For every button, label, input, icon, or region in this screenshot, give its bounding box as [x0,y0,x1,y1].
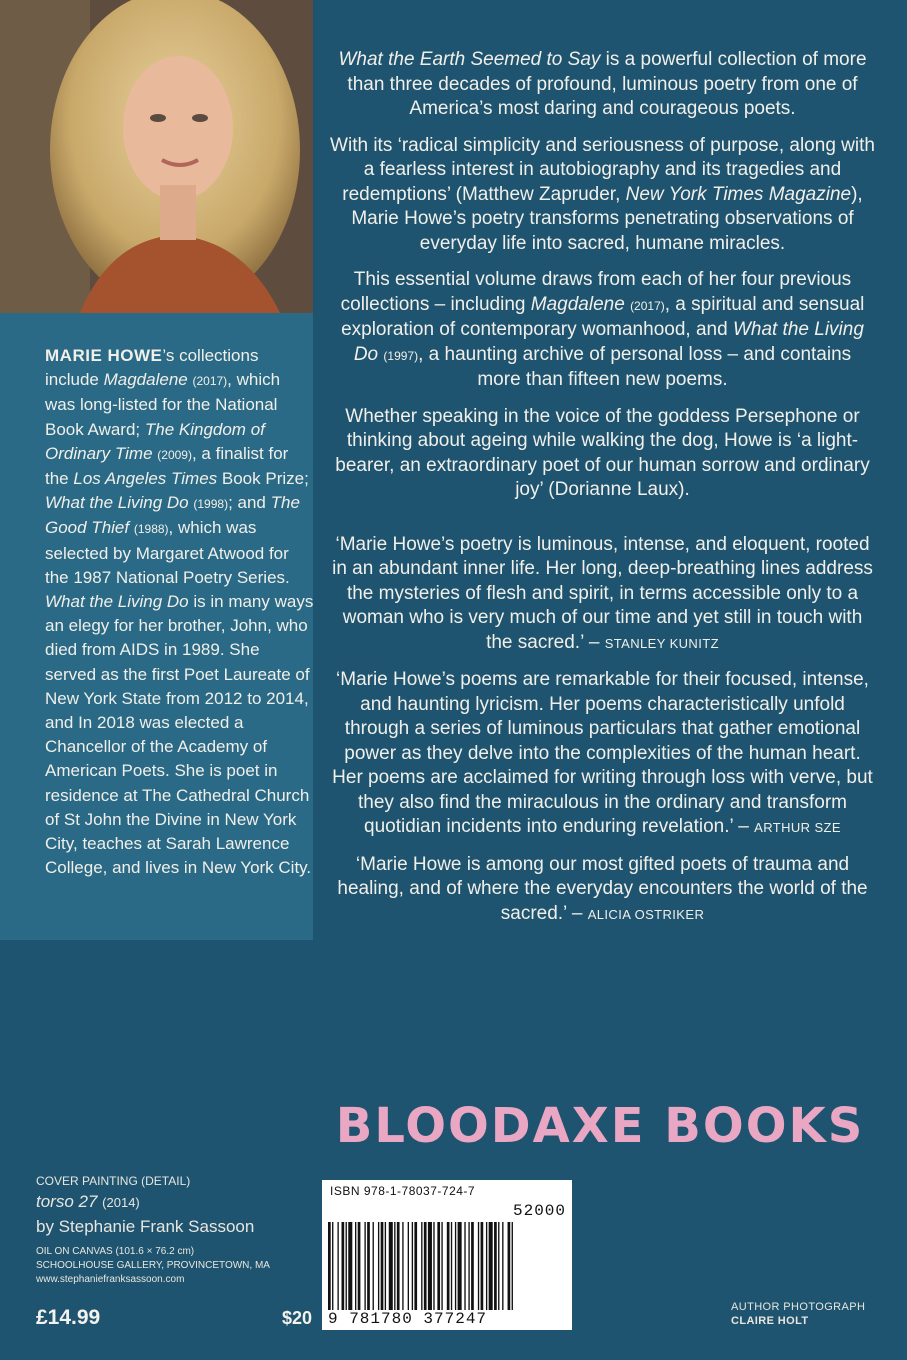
book-title: What the Living Do [353,319,864,365]
barcode-bar [389,1222,393,1310]
barcode-bar [502,1222,503,1310]
bio-year: (2009) [157,447,192,462]
barcode-bar [332,1222,333,1310]
barcode-bar [489,1222,493,1310]
review-quote [330,533,875,657]
barcode-bar [412,1222,413,1310]
bio-year: (2017) [192,374,228,389]
quote-text: ‘Marie Howe’s poems are remarkable for their focused, intense, and haunting lyricism. Her poems characteristically unfold through a series of luminous particulars that gather emotional power as they delve into the complexities of the human heart. Her poems are acclaimed for writing through loss with verve, but they also find the miraculous in the ordinary and transform quotidian incidents into enduring revelation.’ – [332,669,873,837]
barcode-bar [373,1222,374,1310]
blurb-paragraph: Whether speaking in the voice of the goddess Persephone or thinking about ageing while walking the dog, Howe is ‘a light-bearer, an extraordinary poet of our human sorrow and ordinary joy’ (Dorianne Laux). [335,405,870,500]
barcode-bar [385,1222,386,1310]
bio-year: (1998) [193,497,229,512]
cover-credit [36,1172,326,1287]
quote-text: ‘Marie Howe’s poetry is luminous, intense, and eloquent, rooted in an abundant inner life. Her long, deep-breathing lines address the mysteries of flesh and spirit, in terms accessible only to a woman who is very much of our time and yet still in touch with the sacred.’ – [332,533,873,653]
book-year: (2017) [630,298,665,313]
barcode-bar [408,1222,409,1310]
barcode-bar [481,1222,484,1310]
author-portrait-image [0,0,313,313]
bio-author-name: MARIE HOWE [45,346,163,365]
barcode-bar [364,1222,365,1310]
bio-text: ’s collections include [45,346,259,390]
book-year: (1997) [383,348,419,363]
bio-text: , a finalist for the [45,443,289,489]
photo-credit [731,1300,865,1328]
bio-book-title: The Kingdom of Ordinary Time [45,419,265,463]
barcode-bar [433,1222,434,1310]
author-bio [45,344,315,880]
bio-book-title: What the Living Do [45,493,189,513]
barcode-bar [494,1222,497,1310]
barcode-bar [478,1222,479,1310]
isbn-barcode [322,1180,572,1330]
barcode-bar [378,1222,379,1310]
barcode-bar [346,1222,347,1310]
barcode-bar [486,1222,487,1310]
bio-text: , which was selected by Margaret Atwood for the 1987 National Poetry Series. [45,518,290,587]
bio-year: (1988) [133,522,169,537]
book-title: Magdalene [530,293,625,315]
barcode-bar [402,1222,403,1310]
barcode-bar [508,1222,511,1310]
bio-book-title: The Good Thief [45,493,300,538]
barcode-bar [397,1222,400,1310]
quote-author: ARTHUR SZE [754,820,841,835]
quote-author: ALICIA OSTRIKER [587,906,705,922]
blurb-text: , a haunting archive of personal loss – and contains more than fifteen new poems. [418,343,852,390]
quote-text: ‘Marie Howe is among our most gifted poets of trauma and healing, and of where the everyday encounters the world of the sacred.’ – [337,853,868,924]
cover-credit-heading: COVER PAINTING (DETAIL) [36,1174,191,1188]
bio-text: Book Prize; [217,469,309,489]
barcode-bar [424,1222,427,1310]
blurb-text: With its ‘radical simplicity and seriousness of purpose, along with a fearless interest in autobiography and its tragedies and redemptions’ (Matthew Zapruder, [330,134,875,205]
bio-prize-name: Los Angeles Times [73,469,218,489]
barcode-bar [458,1222,462,1310]
barcode-bar [464,1222,465,1310]
barcode-price-code: 52000 [512,1202,566,1220]
photo-credit-name [731,1314,865,1328]
blurb-text: This essential volume draws from each of her four previous collections – including [340,269,852,315]
quote-author: STANLEY KUNITZ [604,635,719,651]
barcode-bar [498,1222,499,1310]
barcode-bar [468,1222,469,1310]
isbn-label: ISBN 978-1-78037-724-7 [330,1184,476,1198]
blurb-paragraph [330,48,875,122]
barcode-bar [367,1222,370,1310]
barcode-bar [455,1222,456,1310]
barcode-bar [437,1222,440,1310]
painting-medium: OIL ON CANVAS (101.6 × 76.2 cm) [36,1246,195,1257]
publication-name: New York Times Magazine [625,183,852,205]
barcode-bar [381,1222,384,1310]
price-usd: $20 [282,1308,313,1328]
barcode-bar [447,1222,450,1310]
blurb-section [330,48,875,939]
barcode-bar [337,1222,338,1310]
review-quote [330,853,875,928]
barcode-bar [342,1222,345,1310]
blurb-text: is a powerful collection of more than three decades of profound, luminous poetry from one of America’s most daring and courageous poets. [347,49,867,119]
price-gbp: £14.99 [36,1306,101,1329]
barcode-bar [471,1222,474,1310]
blurb-paragraph [330,268,875,393]
bio-text: is in many ways an elegy for her brother, John, who died from AIDS in 1989. She served as the first Poet Laureate of New York State from 2012 to 2014, and In 2018 was elected a Chancellor of the Academy of American Poets. She is poet in residence at The Cathedral Church of St John the Divine in New York City, teaches at Sarah Lawrence College, and lives in New York City. [45,592,314,878]
barcode-bar [348,1222,352,1310]
barcode-bar [428,1222,432,1310]
barcode-bar [358,1222,361,1310]
artist-website: www.stephaniefranksassoon.com [36,1274,185,1285]
blurb-text: , a spiritual and sensual exploration of contemporary womanhood, and [341,293,865,340]
painting-title: torso 27 [36,1192,98,1211]
bio-book-title: Magdalene [103,370,188,390]
publisher-logo: BLOODAXE BOOKS [335,1098,865,1154]
barcode-bar [451,1222,452,1310]
ean-digits: 9 781780 377247 [328,1310,488,1328]
book-title: What the Earth Seemed to Say [338,49,601,70]
painting-year: (2014) [102,1195,140,1210]
barcode-bar [441,1222,442,1310]
blurb-paragraph [330,134,875,257]
barcode-bar [414,1222,417,1310]
barcode-bar [394,1222,395,1310]
barcode-bar [355,1222,356,1310]
photographer-name: CLAIRE HOLT [731,1315,809,1327]
blurb-text: ), Marie Howe’s poetry transforms penetrating observations of everyday life into sacred, humane miracles. [351,183,863,254]
barcode-bar [328,1222,331,1310]
author-panel [0,0,313,940]
barcode-bar [421,1222,422,1310]
review-quote [330,668,875,841]
bio-text: ; and [228,493,271,513]
author-photo [0,0,313,313]
barcode-bar [512,1222,513,1310]
painting-artist: by Stephanie Frank Sassoon [36,1217,255,1236]
bio-book-title: What the Living Do [45,592,189,612]
painting-gallery: SCHOOLHOUSE GALLERY, PROVINCETOWN, MA [36,1260,270,1271]
painting-title-line [36,1190,326,1215]
bio-text: , which was long-listed for the National Book Award; [45,370,281,439]
photo-credit-label: AUTHOR PHOTOGRAPH [731,1301,866,1313]
barcode-bars [322,1180,572,1330]
